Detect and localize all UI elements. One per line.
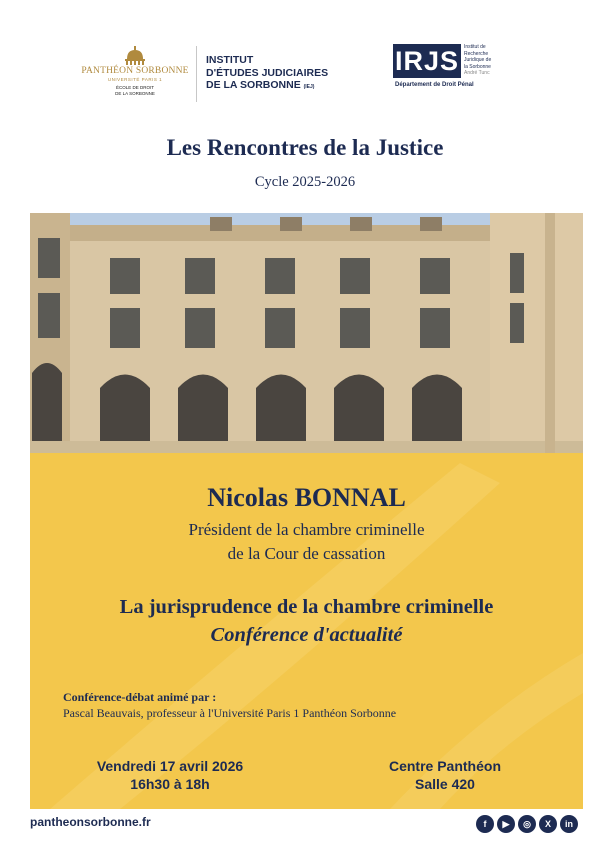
irjs-mark: IRJS xyxy=(394,46,460,76)
moderator-name: Pascal Beauvais, professeur à l'Université Paris 1 Panthéon Sorbonne xyxy=(63,706,397,720)
cycle-label: Cycle 2025-2026 xyxy=(254,174,356,190)
x-icon[interactable]: X xyxy=(539,815,557,833)
pantheon-dome-icon xyxy=(120,46,150,66)
iej-suffix: (IEJ) xyxy=(303,84,315,90)
ecole-line-2: DE LA SORBONNE xyxy=(115,90,155,96)
moderation-label: Conférence-débat animé par : xyxy=(63,690,217,704)
irjs-line: Institut de xyxy=(464,44,486,50)
speaker-role-line-2: de la Cour de cassation xyxy=(227,544,386,563)
event-location xyxy=(370,757,520,793)
pantheon-name: PANTHÉON SORBONNE xyxy=(81,66,189,76)
logo-divider xyxy=(196,46,197,102)
facebook-icon[interactable]: f xyxy=(476,815,494,833)
event-time: 16h30 à 18h xyxy=(130,776,210,792)
irjs-line: Recherche xyxy=(464,50,489,57)
irjs-text xyxy=(464,44,510,77)
iej-logo[interactable] xyxy=(206,54,328,94)
event-venue: Centre Panthéon xyxy=(388,758,501,774)
page-title: Les Rencontres de la Justice xyxy=(166,135,444,160)
logo-header xyxy=(0,40,610,110)
irjs-line: la Sorbonne xyxy=(464,63,491,70)
linkedin-icon[interactable]: in xyxy=(560,815,578,833)
website-link[interactable]: pantheonsorbonne.fr xyxy=(30,815,151,829)
irjs-logo[interactable] xyxy=(393,44,513,88)
conference-topic: La jurisprudence de la chambre criminelle xyxy=(119,596,494,618)
pantheon-sub: UNIVERSITÉ PARIS 1 xyxy=(107,77,163,82)
speaker-name: Nicolas BONNAL xyxy=(207,483,406,512)
irjs-line: André Tunc xyxy=(464,70,490,76)
event-room: Salle 420 xyxy=(415,776,475,792)
social-links xyxy=(476,815,578,833)
youtube-icon[interactable]: ▶ xyxy=(497,815,515,833)
conference-subtitle: Conférence d'actualité xyxy=(210,624,403,646)
ecole-line-1: ÉCOLE DE DROIT xyxy=(115,85,154,90)
event-datetime xyxy=(80,757,260,793)
irjs-department: Département de Droit Pénal xyxy=(395,82,474,88)
iej-line-3: DE LA SORBONNE xyxy=(206,79,301,91)
pantheon-sorbonne-logo[interactable] xyxy=(80,46,190,96)
iej-line-2: D'ÉTUDES JUDICIAIRES xyxy=(206,66,329,79)
iej-line-1: INSTITUT xyxy=(206,54,254,66)
courtyard-illustration xyxy=(30,213,583,453)
speaker-role-line-1: Président de la chambre criminelle xyxy=(188,520,425,539)
instagram-icon[interactable]: ◎ xyxy=(518,815,536,833)
irjs-line: Juridique de xyxy=(464,57,492,63)
event-date: Vendredi 17 avril 2026 xyxy=(96,758,244,774)
building-photo xyxy=(30,213,583,453)
